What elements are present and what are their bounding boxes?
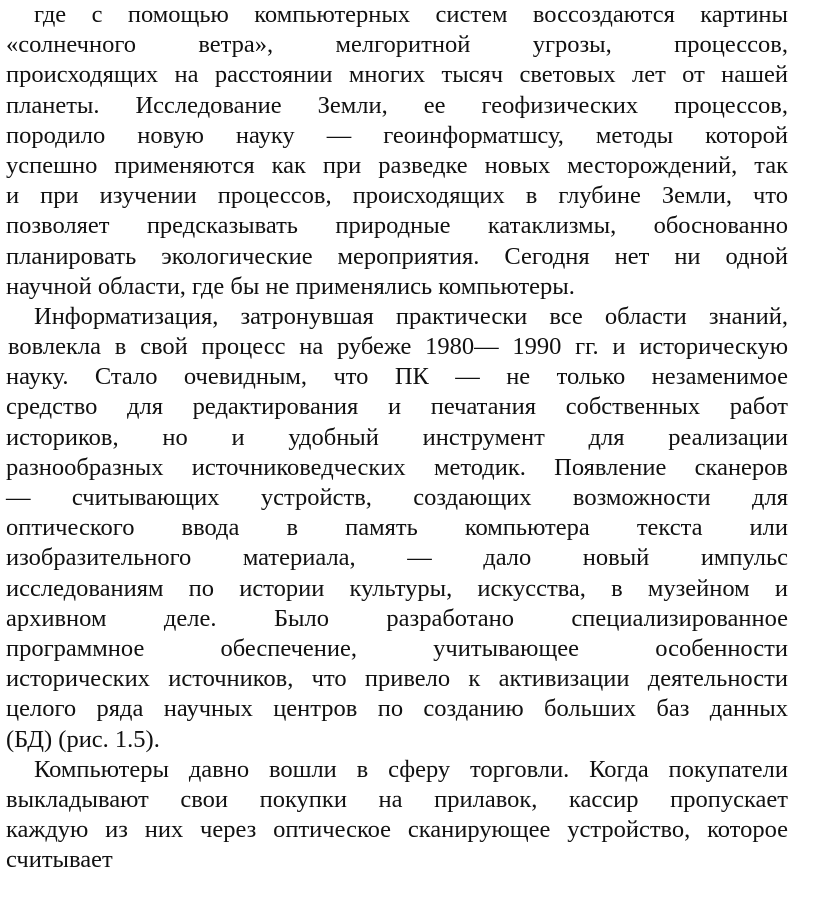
text-line: изобразительного материала, — дало новый импульс [6,544,788,572]
text-line: «солнечного ветра», мелгоритной угрозы, процессов, [6,31,788,59]
text-line: исследованиям по истории культуры, искусства, в музейном и [6,574,788,602]
paragraph-2 [6,302,788,755]
text-line: Компьютеры давно вошли в сферу торговли. Когда покупатели [34,755,788,783]
text-line: вовлекла в свой процесс на рубеже 1980— 1990 гг. и историческую [8,333,788,361]
text-line: историков, но и удобный инструмент для реализации [6,423,788,451]
text-line: выкладывают свои покупки на прилавок, кассир пропускает [6,785,788,813]
paragraph-1 [6,0,788,302]
text-line: породило новую науку — геоинформатшсу, методы которой [6,121,788,149]
text-line: науку. Стало очевидным, что ПК — не только незаменимое [6,363,788,391]
text-line: разнообразных источниковедческих методик. Появление сканеров [6,453,788,481]
text-line: успешно применяются как при разведке новых месторождений, так [6,151,788,179]
text-line: планеты. Исследование Земли, ее геофизических процессов, [6,91,788,119]
text-line: средство для редактирования и печатания собственных работ [6,393,788,421]
text-line: каждую из них через оптическое сканирующее устройство, которое [6,816,788,844]
text-line: где с помощью компьютерных систем воссоздаются картины [34,1,788,28]
text-line: — считывающих устройств, создающих возможности для [6,484,788,511]
text-line: (БД) (рис. 1.5). [6,725,160,753]
document-page [6,0,788,875]
text-line: считывает [6,846,113,874]
text-line: планировать экологические мероприятия. Сегодня нет ни одной [6,242,788,270]
text-line: Информатизация, затронувшая практически все области знаний, [34,302,788,330]
paragraph-3 [6,755,788,876]
text-line: научной области, где бы не применялись компьютеры. [6,272,575,300]
text-line: целого ряда научных центров по созданию больших баз данных [6,695,788,723]
text-line: исторических источников, что привело к активизации деятельности [6,665,788,693]
text-line: позволяет предсказывать природные катаклизмы, обоснованно [6,212,788,240]
text-line: архивном деле. Было разработано специализированное [6,604,788,632]
text-line: происходящих на расстоянии многих тысяч световых лет от нашей [6,61,788,89]
text-line: оптического ввода в память компьютера текста или [6,514,788,542]
text-line: и при изучении процессов, происходящих в глубине Земли, что [6,182,788,210]
text-line: программное обеспечение, учитывающее особенности [6,634,788,662]
